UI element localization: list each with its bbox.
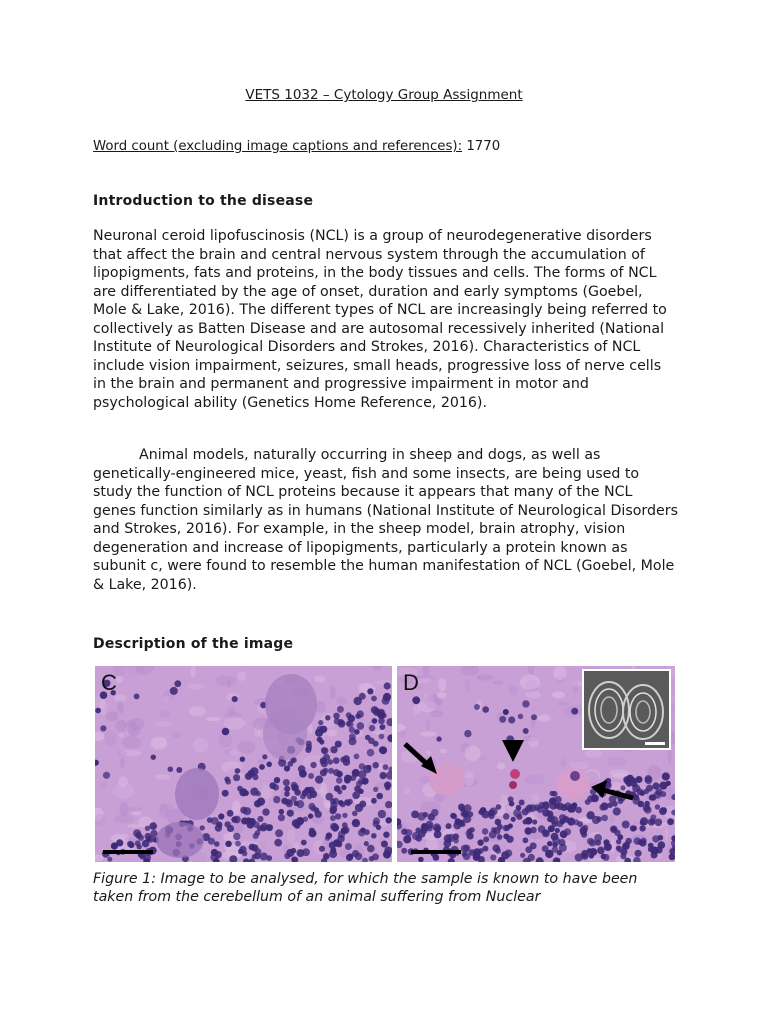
electron-micrograph-inset: [582, 669, 671, 750]
figure-caption: Figure 1: Image to be analysed, for which the sample is known to have been taken from the cerebellum of an animal suffering from Nuclear: [93, 871, 638, 905]
neuron-nucleus: [570, 771, 580, 781]
section-heading-image-description: Description of the image: [93, 636, 294, 652]
word-count-value: 1770: [466, 139, 501, 154]
document-title: VETS 1032 – Cytology Group Assignment: [245, 87, 523, 103]
panel-label-d: D: [403, 670, 419, 695]
intro-paragraph-1: Neuronal ceroid lipofuscinosis (NCL) is a group of neurodegenerative disorders that affect the brain and central nervous system through the accumulation of lipopigments, fats and proteins, in the body tissues and cells. The forms of NCL are differentiated by the age of onset, duration and early symptoms (Goebel, Mole & Lake, 2016). The different types of NCL are increasingly being referred to collectively as Batten Disease and are autosomal recessively inherited (National Institute of Neurological Disorders and Strokes, 2016). Characteristics of NCL include vision impairment, seizures, small heads, progressive loss of nerve cells in the brain and permanent and progressive impairment in motor and psychological ability (Genetics Home Reference, 2016).: [93, 228, 667, 411]
eosinophilic-cell: [510, 769, 520, 779]
scale-bar: [411, 850, 461, 854]
section-heading-introduction: Introduction to the disease: [93, 193, 314, 209]
purkinje-cell: [263, 708, 307, 760]
eosinophilic-cell: [509, 781, 517, 789]
micrograph-c-graphic: [95, 666, 392, 862]
word-count-line: [93, 139, 500, 154]
micrograph-d-graphic: [397, 666, 675, 862]
figure-image: [95, 666, 675, 862]
scale-bar: [103, 850, 153, 854]
purkinje-cell: [156, 822, 204, 858]
micrograph-panel-d: [397, 666, 675, 862]
micrograph-panel-c: [95, 666, 392, 862]
intro-paragraph-2: Animal models, naturally occurring in sheep and dogs, as well as genetically-engineered mice, yeast, fish and some insects, are being used to study the function of NCL proteins because it appears that many of the NCL genes function similarly as in humans (National Institute of Neurological Disorders and Strokes, 2016). For example, in the sheep model, brain atrophy, vision degeneration and increase of lipopigments, particularly a protein known as subunit c, were found to resemble the human manifestation of NCL (Goebel, Mole & Lake, 2016).: [93, 447, 678, 593]
panel-label-c: C: [101, 670, 117, 695]
word-count-label: Word count (excluding image captions and references):: [93, 139, 463, 154]
purkinje-cell: [175, 768, 219, 820]
